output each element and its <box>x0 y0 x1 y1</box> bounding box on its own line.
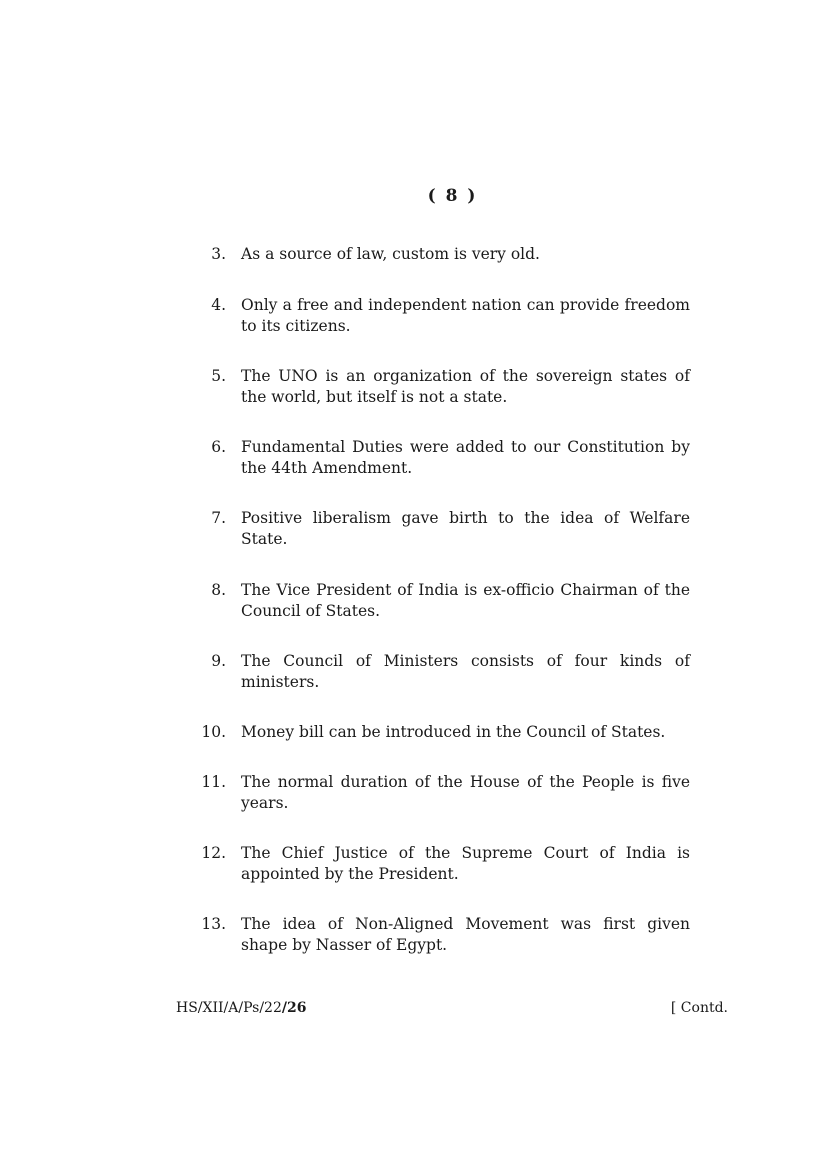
question-text: Fundamental Duties were added to our Constitution by the 44th Amendment. <box>241 438 690 477</box>
question-item <box>200 295 690 337</box>
question-number: 9. <box>211 652 226 670</box>
question-number: 8. <box>211 581 226 599</box>
question-text: The Chief Justice of the Supreme Court of India is appointed by the President. <box>241 844 690 883</box>
question-text: As a source of law, custom is very old. <box>241 245 540 263</box>
question-item <box>200 508 690 550</box>
question-text: Positive liberalism gave birth to the idea of Welfare State. <box>241 509 690 548</box>
question-text: Money bill can be introduced in the Council of States. <box>241 723 666 741</box>
question-item <box>200 843 690 885</box>
question-number: 6. <box>211 438 226 456</box>
question-text: The idea of Non-Aligned Movement was first given shape by Nasser of Egypt. <box>241 915 690 954</box>
paper-code-suffix: /26 <box>281 1000 307 1016</box>
question-number: 13. <box>201 915 226 933</box>
paper-code-prefix: HS/XII/A/Ps/22 <box>176 1000 282 1016</box>
question-item <box>200 914 690 956</box>
question-number: 12. <box>201 844 226 862</box>
question-number: 3. <box>211 245 226 263</box>
question-text: The Vice President of India is ex-officio Chairman of the Council of States. <box>241 581 690 620</box>
question-item <box>200 244 690 265</box>
question-item <box>200 437 690 479</box>
question-list <box>200 244 690 956</box>
page-number: ( 8 ) <box>427 186 478 206</box>
question-item <box>200 772 690 814</box>
question-text: Only a free and independent nation can provide freedom to its citizens. <box>241 296 690 335</box>
question-number: 10. <box>201 723 226 741</box>
question-number: 7. <box>211 509 226 527</box>
paper-code <box>176 1000 306 1016</box>
question-item <box>200 580 690 622</box>
continued-label: [ Contd. <box>670 1000 728 1016</box>
question-text: The normal duration of the House of the People is five years. <box>241 773 690 812</box>
question-number: 4. <box>211 296 226 314</box>
question-number: 11. <box>201 773 226 791</box>
question-item <box>200 651 690 693</box>
question-item <box>200 366 690 408</box>
question-text: The UNO is an organization of the sovereign states of the world, but itself is not a state. <box>241 367 690 406</box>
question-number: 5. <box>211 367 226 385</box>
question-item <box>200 722 690 743</box>
question-text: The Council of Ministers consists of four kinds of ministers. <box>241 652 690 691</box>
